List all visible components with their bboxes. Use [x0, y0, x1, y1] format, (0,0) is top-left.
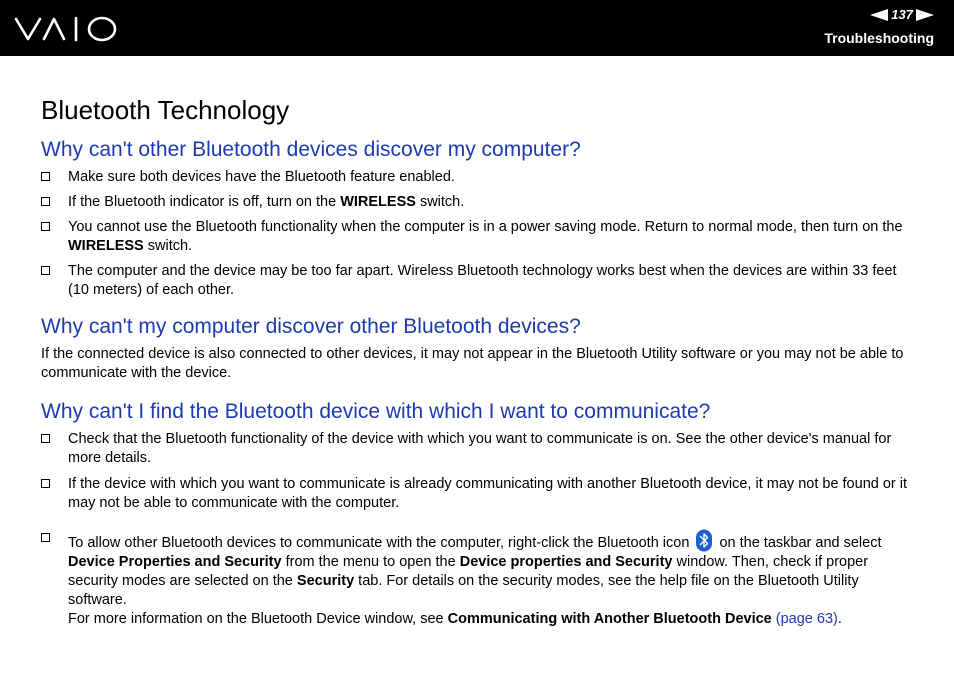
page-reference-link[interactable]: (page 63) — [775, 611, 838, 627]
page-navigator — [870, 7, 934, 23]
vaio-logo — [14, 14, 120, 44]
checkbox-bullet-icon — [41, 479, 50, 488]
page-title: Bluetooth Technology — [41, 95, 290, 125]
next-page-arrow-icon[interactable] — [916, 9, 934, 21]
list-item: Make sure both devices have the Bluetooth feature enabled. — [41, 168, 913, 187]
section-3-list — [41, 430, 913, 629]
list-item: The computer and the device may be too far apart. Wireless Bluetooth technology works best when the devices are within 33 feet (10 meters) of each other. — [41, 262, 913, 300]
page-header — [0, 0, 954, 56]
checkbox-bullet-icon — [41, 197, 50, 206]
section-heading-3: Why can't I find the Bluetooth device with which I want to communicate? — [41, 400, 711, 423]
section-heading-2: Why can't my computer discover other Bluetooth devices? — [41, 315, 581, 338]
section-1-list — [41, 168, 913, 300]
checkbox-bullet-icon — [41, 266, 50, 275]
previous-page-arrow-icon[interactable] — [870, 9, 888, 21]
list-item: If the device with which you want to communicate is already communicating with another Bluetooth device, it may not be found or it may not be able to communicate with the computer. — [41, 475, 913, 513]
list-item: You cannot use the Bluetooth functionality when the computer is in a power saving mode. Return to normal mode, then turn on the WIRELESS switch. — [41, 218, 913, 256]
list-item: Check that the Bluetooth functionality of the device with which you want to communicate is on. See the other device's manual for more details. — [41, 430, 913, 468]
checkbox-bullet-icon — [41, 533, 50, 542]
checkbox-bullet-icon — [41, 172, 50, 181]
section-label: Troubleshooting — [824, 30, 934, 46]
checkbox-bullet-icon — [41, 222, 50, 231]
bluetooth-icon — [695, 529, 713, 552]
section-heading-1: Why can't other Bluetooth devices discover my computer? — [41, 138, 581, 161]
list-item: If the Bluetooth indicator is off, turn on the WIRELESS switch. — [41, 193, 913, 212]
list-item: To allow other Bluetooth devices to communicate with the computer, right-click the Bluetooth icon on the taskbar and select Device Properties and Security from the menu to open the Device properties and Security window. Then, check if proper security modes are selected on the Security tab. For details on the security modes, see the help file on the Bluetooth Utility software. For more information on the Bluetooth Device window, see Communicating with Another Bluetooth Device (page 63). — [41, 529, 913, 629]
page-number: 137 — [891, 7, 913, 22]
checkbox-bullet-icon — [41, 434, 50, 443]
page-content — [41, 93, 913, 629]
section-2-paragraph: If the connected device is also connected to other devices, it may not appear in the Bluetooth Utility software or you may not be able to communicate with the device. — [41, 346, 904, 381]
